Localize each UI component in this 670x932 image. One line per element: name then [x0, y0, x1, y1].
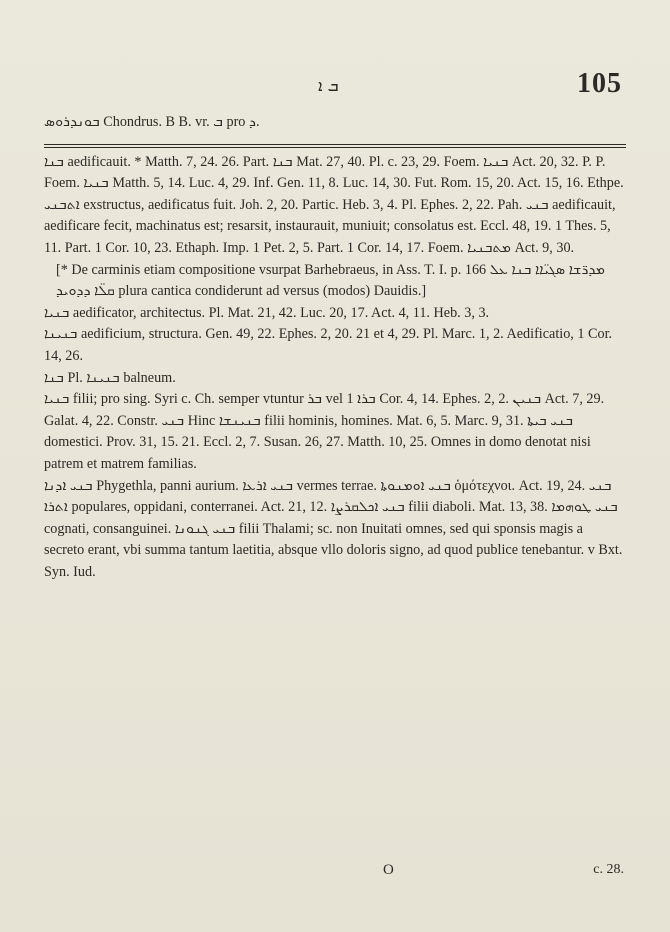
entry-phygethla: ܒܢܝ ܐܕܢܐ Phygethla, panni aurium. ܒܢܝ ܐܪܥܐ vermes terrae. ܒܢܝ ܐܘܡܢܘܬܐ ὁμότεχνοι. Act. 19, 24. ܒܢܝ ܐܬܪܐ populares, oppidani, conterranei. Act. 21, 12. ܒܢܝ ܐܟܠܩܪܨܐ filii diaboli. Mat. 13, 38. ܒܢܝ ܛܘܗܡܐ cognati, consanguinei. ܒܢܝ ܓܢܘܢܐ filii Thalami; sc. non Inuitati omnes, sed qui sponsis magis a secreto erant, vbi summa tantum laetitia, absque vllo doloris signo, ad quod publice tenebantur. v Bxt. Syn. Iud.	[44, 477, 623, 580]
footer-catchword: c. 28.	[593, 862, 624, 877]
entry-aedificator: ܒܢܝܐ aedificator, architectus. Pl. Mat. 21, 42. Luc. 20, 17. Act. 4, 11. Heb. 3, 3.	[44, 304, 490, 321]
footer-signature: O	[383, 862, 394, 878]
entry-note-barhebraeus: [* De carminis etiam compositione vsurpat Barhebraeus, in Ass. T. I. p. 166 ܡܕܪ̈ܫܐ ܣܓܝ̈ܐܐ ܒܢܐ ܥܠ ܩܠ̈ܐ ܕܕܘܝܕ plura cantica condiderunt ad versus (modos) Dauidis.]	[56, 261, 605, 300]
page-number: 105	[577, 68, 622, 99]
entry-aedificium: ܒܢܝܢܐ aedificium, structura. Gen. 49, 22. Ephes. 2, 20. 21 et 4, 29. Pl. Marc. 1, 2. Aedificatio, 1 Cor. 14, 26.	[44, 326, 613, 364]
first-line-entry: ܒܘܢܕܪܘܣ Chondrus. B B. vr. ܒ pro ܕ.	[44, 114, 260, 130]
page-content	[44, 112, 626, 583]
page-header	[0, 62, 670, 102]
entry-bana: ܒܢܐ aedificauit. * Matth. 7, 24. 26. Part. ܒܢܐ Mat. 27, 40. Pl. c. 23, 29. Foem. ܒܢܝܐ Act. 20, 32. P. P. Foem. ܒܢܝܐ Matth. 5, 14. Luc. 4, 29. Inf. Gen. 11, 8. Luc. 14, 30. Fut. Rom. 15, 20. Act. 15, 16. Ethpe. ܐܬܒܢܝ exstructus, aedificatus fuit. Joh. 2, 20. Partic. Heb. 3, 4. Pl. Ephes. 2, 22. Pah. ܒܢܝ aedificauit, aedificare fecit, machinatus est; resarsit, instaurauit, muniuit; consolatus est. Eccl. 48, 19. 1 Thes. 5, 11. Part. 1 Cor. 10, 23. Ethaph. Imp. 1 Pet. 2, 5. Part. 1 Cor. 14, 17. Foem. ܡܬܒܢܝܐ Act. 9, 30.	[44, 153, 624, 256]
signature-mark: ܒ ܐ	[318, 76, 339, 95]
entry-balneum: ܒܢܐ Pl. ܒܢܝܢܐ balneum.	[44, 369, 176, 386]
double-rule-divider	[44, 144, 626, 148]
entry-filii: ܒܢܝܐ filii; pro sing. Syri c. Ch. semper vtuntur ܒܪ vel ܒܪܐ 1 Cor. 4, 14. Ephes. 2, 2. ܒܢܝܢ Act. 7, 29. Galat. 4, 22. Constr. ܒܢܝ Hinc ܒܢܝܢܫܐ filii hominis, homines. Mat. 6, 5. Marc. 9, 31. ܒܢܝ ܒܝܬܐ domestici. Prov. 31, 15. 21. Eccl. 2, 7. Susan. 26, 27. Matth. 10, 25. Omnes in domo denotat nisi patrem et matrem familias.	[44, 391, 605, 472]
